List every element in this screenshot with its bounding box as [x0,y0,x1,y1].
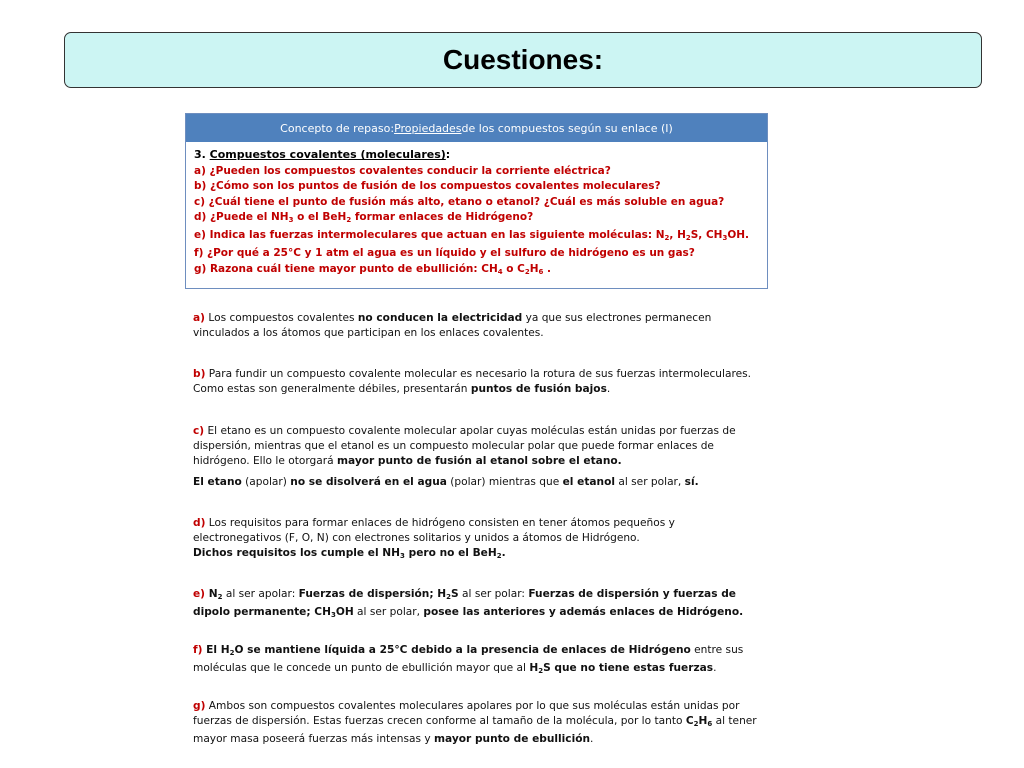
answer-c2-text1: (apolar) [241,476,291,488]
answer-b-text2: . [606,383,611,396]
answer-f-b1-text: El H [202,644,230,656]
question-e [194,228,759,246]
qe-sub1: 2 [664,234,670,243]
answer-c-text1: El etano es un compuesto covalente molecular apolar cuyas moléculas están unidas por fuerzas de dispersión, mientras que el etanol es un compuesto molecular polar que puede formar enlaces de hidrógeno. Ello le otorgará [193,425,736,468]
answer-b-label: b) [193,368,206,380]
answer-c2-bold4: sí. [684,476,699,488]
answer-e-b1 [205,588,222,600]
answer-d-bold-pre: Dichos requisitos los cumple el NH [193,547,401,560]
answer-f-sub1: 2 [229,649,235,657]
header-text-pre: Concepto de repaso: [280,121,395,135]
answer-a [193,311,763,341]
answer-d-sub1: 3 [400,552,405,561]
qd-mid: o el BeH [293,210,347,223]
answer-e-b2-text: Fuerzas de dispersión; H [298,588,447,600]
answer-e-b2 [299,588,459,600]
answer-e-b2b-text: S [451,588,459,600]
question-b: b) ¿Cómo son los puntos de fusión de los compuestos covalentes moleculares? [194,180,661,193]
answer-c2-text3: al ser polar, [614,476,685,488]
answer-d-bold [193,547,506,559]
qg-sub3: 6 [538,267,544,276]
answer-e-sub2: 2 [446,593,452,601]
section-title: Compuestos covalentes (moleculares) [209,148,446,161]
answer-c2-bold1: El etano [193,476,242,488]
question-a: a) ¿Pueden los compuestos covalentes conducir la corriente eléctrica? [194,165,611,177]
answer-d [193,516,763,565]
answer-d-bold-mid: pero no el BeH [404,547,497,560]
qe-post: OH. [727,229,750,242]
answer-g-sub1: 2 [693,720,699,729]
qg-sub2: 2 [524,267,530,276]
answer-a-text2: ya que sus electrones permanecen vinculados a los átomos que participan en los enlaces covalentes. [193,312,712,340]
review-box-body [186,142,767,280]
section-number: 3. [194,148,210,161]
qe-sub2: 2 [685,234,691,243]
review-questions-box [185,113,768,289]
qe-pre: e) Indica las fuerzas intermoleculares que actuan en las siguiente moléculas: N [194,229,665,242]
qe-sub3: 3 [722,234,728,243]
answer-g-t3: . [590,733,594,746]
answer-e-b3-text: Fuerzas de dispersión y fuerzas de dipolo permanente; CH [193,588,736,619]
qg-mid: o C [502,262,525,275]
qg-mid2: H [529,262,539,275]
answer-e-b4: posee las anteriores y además enlaces de Hidrógeno. [423,606,744,619]
answer-e [193,587,763,623]
answer-f-t2: . [713,662,717,675]
answer-c2-bold2: no se disolverá en el agua [290,476,447,488]
question-d [194,210,759,228]
answer-f-sub2: 2 [538,667,544,676]
answer-f-b2-text: H [529,662,539,675]
answer-a-bold1: no conducen la electricidad [357,312,523,324]
answer-c-solubility [193,475,763,490]
answer-f-b2b-text: S que no tiene estas fuerzas [543,662,714,675]
answer-e-t3: al ser polar, [353,606,424,619]
answer-d-sub2: 2 [496,552,502,561]
answer-f-b1 [202,644,690,656]
section-colon: : [445,148,451,161]
answer-e-t2: al ser polar: [458,588,529,600]
answer-e-b3b-text: OH [335,606,354,619]
qd-post: formar enlaces de Hidrógeno? [351,210,534,223]
answer-e-label: e) [193,588,206,600]
answer-a-text1: Los compuestos covalentes [205,312,358,324]
answer-d-text1: Los requisitos para formar enlaces de hidrógeno consisten en tener átomos pequeños y electronegativos (F, O, N) con electrones solitarios y unidos a átomos de Hidrógeno. [193,517,675,545]
title-banner [64,32,982,88]
qd-pre: d) ¿Puede el NH [194,210,289,223]
answer-b [193,367,763,397]
answer-g-t2: al tener mayor masa poseerá fuerzas más intensas y [193,715,757,746]
question-f: f) ¿Por qué a 25°C y 1 atm el agua es un líquido y el sulfuro de hidrógeno es un gas? [194,247,695,260]
qg-post: . [543,262,552,275]
page-title: Cuestiones: [442,44,604,75]
answer-b-bold1: puntos de fusión bajos [470,383,607,396]
answer-g-sub2: 6 [707,720,713,729]
answer-e-sub3: 3 [330,611,336,620]
qg-sub1: 4 [497,267,503,276]
qd-sub1: 3 [288,215,294,224]
qe-mid2: S, CH [690,229,723,242]
qg-pre: g) Razona cuál tiene mayor punto de ebullición: CH [194,262,498,275]
answer-c2-text2: (polar) mientras que [446,476,563,488]
answer-g-t1: Ambos son compuestos covalentes moleculares apolares por lo que sus moléculas están unidas por fuerzas de dispersión. Estas fuerzas crecen conforme al tamaño de la molécula, por lo tanto [193,700,740,728]
question-g [194,262,759,280]
qe-mid1: , H [669,229,686,242]
answer-f-t1: entre sus moléculas que le concede un punto de ebullición mayor que al [193,644,744,675]
answer-f [193,643,763,679]
answer-c [193,424,763,470]
answer-c-bold1: mayor punto de fusión al etanol sobre el etano. [336,455,622,468]
answer-e-sub1: 2 [217,593,223,601]
answer-c2-bold3: el etanol [562,476,615,488]
answer-e-b1-text: N [205,588,218,600]
review-box-header [186,114,767,142]
answer-e-t1: al ser apolar: [222,588,299,600]
answer-g-b1b-text: H [698,715,708,728]
qd-sub2: 2 [346,215,352,224]
answer-a-label: a) [193,312,205,324]
answer-g [193,699,763,748]
answer-c-label: c) [193,425,205,437]
answer-g-label: g) [193,700,206,712]
section-heading [194,148,759,161]
answer-f-b2 [529,662,713,674]
answer-f-label: f) [193,644,203,656]
answer-d-bold-post: . [501,547,506,560]
answer-b-text1: Para fundir un compuesto covalente molecular es necesario la rotura de sus fuerzas intermoleculares. Como estas son generalmente débiles, presentarán [193,368,751,396]
answer-g-b1 [686,715,712,727]
answer-g-b2: mayor punto de ebullición [433,733,591,746]
answer-d-label: d) [193,517,206,529]
header-text-post: de los compuestos según su enlace (I) [461,121,673,135]
answer-f-b1b-text: O se mantiene líquida a 25°C debido a la presencia de enlaces de Hidrógeno [234,644,691,656]
question-c: c) ¿Cuál tiene el punto de fusión más alto, etano o etanol? ¿Cuál es más soluble en agua? [194,195,725,208]
answer-g-b1-text: C [685,715,694,728]
header-underlined: Propiedades [394,121,462,135]
